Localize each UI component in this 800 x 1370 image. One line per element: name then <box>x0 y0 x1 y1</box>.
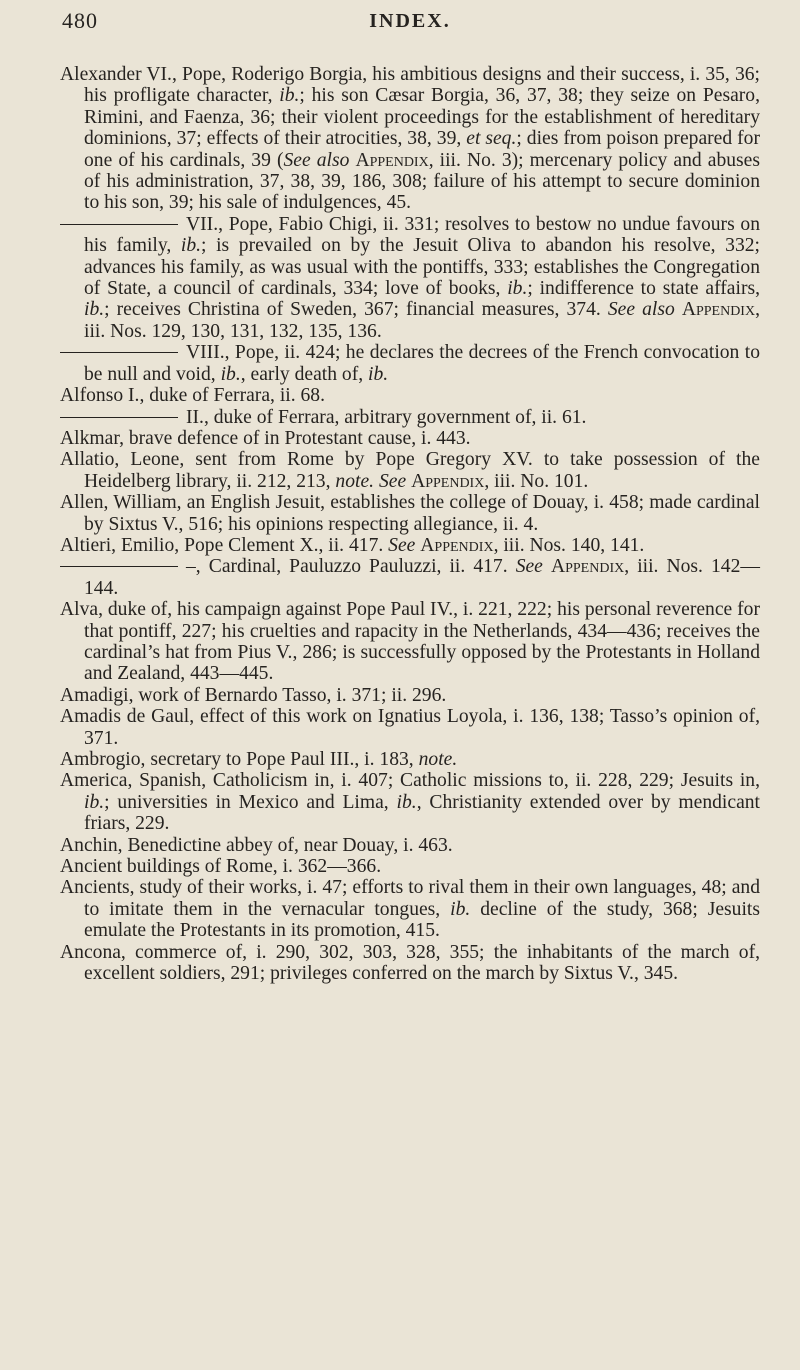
entry-text: , iii. No. 3); mercenary policy and abuses of his administration, 37, 38, 39, 186, 308; failure of his attempt to secure dominion to his son, 39; his sale of indulgences, 45. <box>84 149 760 214</box>
entry-text: ; receives Christina of Sweden, 367; financial measures, 374. <box>104 299 608 321</box>
small-caps-text: Appendix <box>550 556 625 578</box>
entry-text: Alfonso I., duke of Ferrara, ii. 68. <box>60 385 325 407</box>
italic-text: ib. <box>84 299 105 321</box>
index-entry <box>60 535 760 556</box>
index-entry <box>60 877 760 941</box>
italic-text: ib. <box>396 791 417 813</box>
small-caps-text: Appendix <box>411 470 485 492</box>
entry-text: , iii. Nos. 140, 141. <box>493 534 645 556</box>
page-header <box>60 8 760 42</box>
italic-text: ib. <box>180 235 202 257</box>
index-entry <box>60 214 760 342</box>
entry-text: VIII., Pope, ii. 424; he declares the decrees of the French convocation to be null and void, <box>84 342 760 385</box>
index-entry <box>60 685 760 706</box>
entry-text: Anchin, Benedictine abbey of, near Douay, i. 463. <box>60 834 453 856</box>
entry-text: America, Spanish, Catholicism in, i. 407; Catholic missions to, ii. 228, 229; Jesuits in, <box>60 770 760 792</box>
page-number: 480 <box>62 8 98 33</box>
entry-text: Alexander VI., Pope, Roderigo Borgia, his ambitious designs and their success, i. 35, 36; his profligate character, <box>60 64 760 107</box>
index-entry <box>60 942 760 985</box>
index-entry <box>60 770 760 834</box>
entry-text: Amadigi, work of Bernardo Tasso, i. 371; ii. 296. <box>60 684 447 706</box>
italic-text: See <box>515 556 543 578</box>
italic-text: ib. <box>220 363 241 385</box>
entry-text <box>543 556 551 577</box>
entry-text: , Christianity extended over by mendicant friars, 229. <box>84 791 761 835</box>
index-entry <box>60 342 760 385</box>
entry-text: , early death of, <box>240 363 369 385</box>
entry-text: Allen, William, an English Jesuit, establishes the college of Douay, i. 458; made cardinal by Sixtus V., 516; his opinions respecting allegiance, ii. 4. <box>60 492 760 535</box>
italic-text: ib. <box>84 791 105 813</box>
entry-text: Ancient buildings of Rome, i. 362—366. <box>60 856 382 878</box>
entry-text: ; indifference to state affairs, <box>527 278 760 300</box>
small-caps-text: Appendix <box>420 534 494 556</box>
index-entry <box>60 599 760 685</box>
index-entry <box>60 64 760 214</box>
italic-text: ib. <box>279 85 300 107</box>
entry-text: Allatio, Leone, sent from Rome by Pope Gregory XV. to take possession of the Heidelberg library, ii. 212, 213, <box>60 449 760 492</box>
ditto-dash <box>60 352 178 353</box>
ditto-dash <box>60 566 178 567</box>
entry-text: , iii. No. 101. <box>484 470 589 492</box>
italic-text: See <box>388 534 416 556</box>
entry-text: Ancients, study of their works, i. 47; efforts to rival them in their own languages, 48; and to imitate them in the vernacular tongues, <box>60 877 760 920</box>
italic-text: See also <box>283 149 350 171</box>
entry-text: , iii. Nos. 142—144. <box>84 556 760 599</box>
entry-text: ; universities in Mexico and Lima, <box>104 791 397 813</box>
italic-text: ib. <box>507 278 528 300</box>
entry-text: ; is prevailed on by the Jesuit Oliva to abandon his resolve, 332; advances his family, as was usual with the pontiffs, 333; establishes the Congregation of State, a council of cardinals, 334; love of books, <box>84 235 760 300</box>
index-entry <box>60 706 760 749</box>
small-caps-text: Appendix <box>355 149 429 171</box>
entry-text: ; dies from poison prepared for one of his cardinals, 39 ( <box>84 128 760 171</box>
ditto-dash <box>60 417 178 418</box>
entry-text: –, Cardinal, Pauluzzo Pauluzzi, ii. 417. <box>186 556 516 578</box>
italic-text: et seq. <box>466 128 517 150</box>
italic-text: ib. <box>368 363 389 385</box>
index-entry <box>60 449 760 492</box>
entry-text: VII., Pope, Fabio Chigi, ii. 331; resolves to bestow no undue favours on his family, <box>84 213 760 257</box>
entry-text: Ancona, commerce of, i. 290, 302, 303, 328, 355; the inhabitants of the march of, excellent soldiers, 291; privileges conferred on the march by Sixtus V., 345. <box>60 941 760 985</box>
index-entry <box>60 556 760 599</box>
entry-text: Altieri, Emilio, Pope Clement X., ii. 417. <box>60 534 389 556</box>
entry-text: Alkmar, brave defence of in Protestant cause, i. 443. <box>60 427 471 449</box>
entry-text: Ambrogio, secretary to Pope Paul III., i. 183, <box>60 749 419 770</box>
small-caps-text: Appendix <box>681 299 756 321</box>
italic-text: ib. <box>450 898 471 920</box>
italic-text: See <box>378 470 407 492</box>
index-entry <box>60 749 760 770</box>
index-entry <box>60 385 760 406</box>
entry-text: decline of the study, 368; Jesuits emulate the Protestants in its promotion, 415. <box>84 898 760 942</box>
entry-text: II., duke of Ferrara, arbitrary government of, ii. 61. <box>186 406 587 428</box>
entry-text: Alva, duke of, his campaign against Pope Paul IV., i. 221, 222; his personal reverence for that pontiff, 227; his cruelties and rapacity in the Netherlands, 434—436; receives the cardinal’s hat from Pius V., 286; is successfully opposed by the Protestants in Holland and Zealand, 443—445. <box>60 599 760 685</box>
ditto-dash <box>60 224 178 225</box>
italic-text: note. <box>335 470 375 492</box>
index-entries <box>60 64 760 984</box>
italic-text: note. <box>418 749 458 770</box>
index-entry <box>60 428 760 449</box>
entry-text <box>675 299 682 320</box>
index-entry <box>60 407 760 428</box>
italic-text: See also <box>607 299 675 321</box>
entry-text: Amadis de Gaul, effect of this work on Ignatius Loyola, i. 136, 138; Tasso’s opinion of, 371. <box>60 706 760 749</box>
index-entry <box>60 492 760 535</box>
index-entry <box>60 856 760 877</box>
entry-text: ; his son Cæsar Borgia, 36, 37, 38; they seize on Pesaro, Rimini, and Faenza, 36; their violent proceedings for the establishment of hereditary dominions, 37; effects of their atrocities, 38, 39, <box>84 85 760 150</box>
index-entry <box>60 835 760 856</box>
entry-text: , iii. Nos. 129, 130, 131, 132, 135, 136. <box>84 299 760 342</box>
page-title: INDEX. <box>369 10 451 32</box>
